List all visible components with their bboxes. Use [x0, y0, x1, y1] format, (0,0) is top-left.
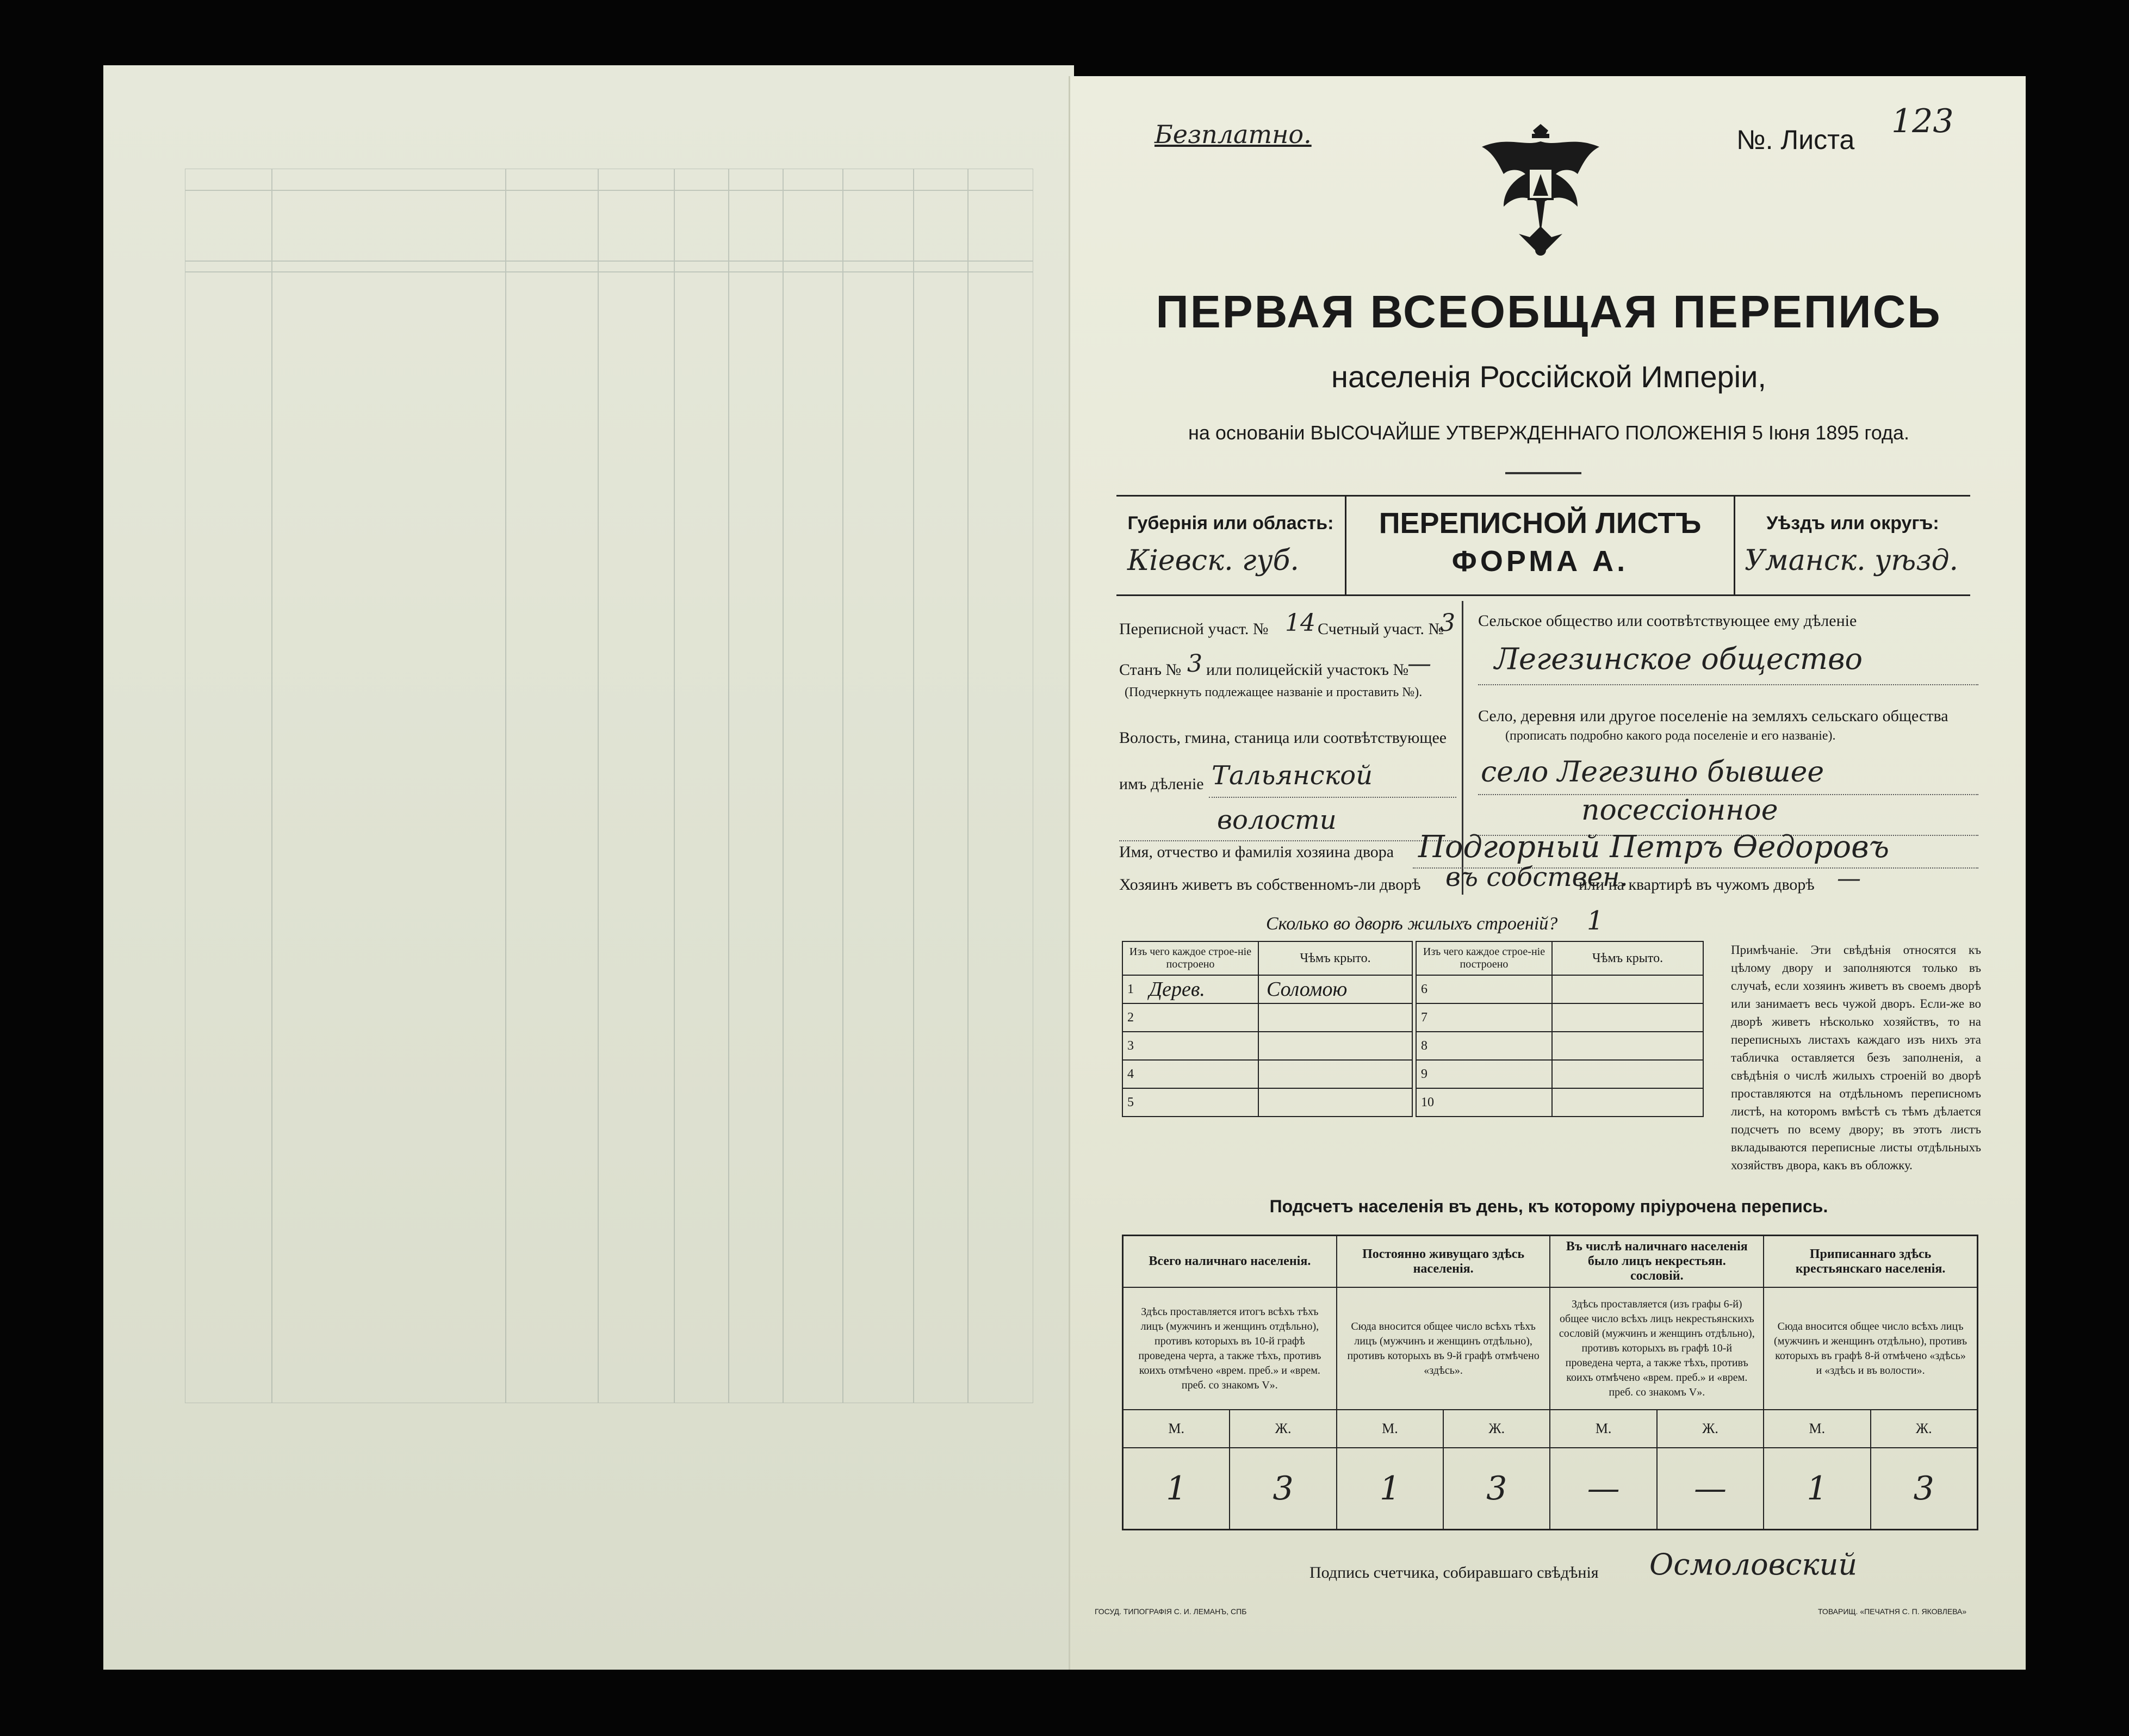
building-material: [1443, 1032, 1552, 1060]
buildings-count: 1: [1587, 906, 1604, 936]
building-number: 5: [1122, 1088, 1149, 1117]
count-col-desc: Здѣсь проставляется итогъ всѣхъ тѣхъ лицъ (мужчинъ и женщинъ отдѣльно), противъ которыхъ въ 10-й графѣ проведена черта, а также тѣхъ, противъ коихъ отмѣчено «врем. преб.» и «врем. преб. со знакомъ V».: [1123, 1287, 1337, 1410]
count-zh-label: Ж.: [1871, 1410, 1978, 1448]
buildings-row: [1416, 1060, 1703, 1088]
count-m-value: 1: [1337, 1448, 1443, 1529]
uezd-label: Уѣздъ или округъ:: [1766, 513, 1939, 534]
uezd-value: Уманск. уѣзд.: [1745, 544, 1959, 577]
counting-district-value: 3: [1440, 609, 1455, 637]
building-material: Дерев.: [1149, 975, 1258, 1003]
left-page-reverse-side: [103, 65, 1074, 1670]
count-zh-value: —: [1657, 1448, 1764, 1529]
buildings-row: [1416, 1032, 1703, 1060]
society-label: Сельское общество или соотвѣтствующее ему дѣленіе: [1478, 612, 1857, 630]
village-value-1: село Легезино бывшее: [1481, 756, 1824, 789]
guberniya-value: Кіевск. губ.: [1127, 544, 1299, 577]
building-number: 7: [1416, 1003, 1443, 1032]
buildings-row: [1416, 1003, 1703, 1032]
building-roof: [1258, 1060, 1412, 1088]
free-label: Безплатно.: [1154, 120, 1312, 149]
buildings-row: [1122, 1060, 1412, 1088]
buildings-col-material: Изъ чего каждое строе-ніе построено: [1122, 941, 1258, 975]
building-material: [1443, 1003, 1552, 1032]
building-number: 4: [1122, 1060, 1149, 1088]
count-zh-label: Ж.: [1657, 1410, 1764, 1448]
ornament-divider: [1505, 472, 1581, 474]
building-roof: [1552, 1032, 1703, 1060]
own-house-label: Хозяинъ живетъ въ собственномъ-ли дворѣ: [1119, 876, 1421, 894]
buildings-row: [1122, 975, 1412, 1003]
buildings-row: [1416, 1088, 1703, 1117]
building-roof: [1258, 1003, 1412, 1032]
building-material: [1149, 1088, 1258, 1117]
building-roof: [1552, 1003, 1703, 1032]
building-number: 10: [1416, 1088, 1443, 1117]
building-material: [1443, 1088, 1552, 1117]
building-number: 1: [1122, 975, 1149, 1003]
village-label: Село, деревня или другое поселеніе на земляхъ сельскаго общества: [1478, 707, 1948, 725]
owner-value: Подгорный Петръ Өедоровъ: [1418, 829, 1890, 865]
count-zh-value: 3: [1230, 1448, 1336, 1529]
printer-right: ТОВАРИЩ. «ПЕЧАТНЯ С. П. ЯКОВЛЕВА»: [1818, 1607, 1967, 1616]
buildings-row: [1416, 975, 1703, 1003]
form-header-box: [1116, 495, 1970, 596]
count-col-head: Въ числѣ наличнаго населенія было лицъ некрестьян. сословій.: [1550, 1236, 1764, 1288]
own-house-value: въ собствен.: [1445, 862, 1628, 892]
building-material: [1149, 1003, 1258, 1032]
count-zh-label: Ж.: [1230, 1410, 1336, 1448]
stan-note: (Подчеркнуть подлежащее названіе и проставить №).: [1125, 685, 1423, 699]
printer-left: ГОСУД. ТИПОГРАФІЯ С. И. ЛЕМАНЪ, СПБ: [1095, 1607, 1247, 1616]
buildings-note: Примѣчаніе. Эти свѣдѣнія относятся къ цѣлому двору и заполняются только въ случаѣ, если хозяинъ живетъ въ своемъ дворѣ или занимаетъ весь чужой дворъ. Если-же во дворѣ живетъ нѣсколько хозяйствъ, то на переписныхъ листахъ каждаго изъ нихъ эта табличка оставляется безъ заполненія, а свѣдѣнія о числѣ жилыхъ строеній во дворѣ проставляются на отдѣльномъ переписномъ листѣ, на которомъ вмѣстѣ съ тѣмъ дѣлается подсчетъ по всему двору; въ этотъ листъ вкладываются переписные листы отдѣльныхъ хозяйствъ двора, какъ въ обложку.: [1731, 943, 1981, 1172]
volost-value-1: Тальянской: [1212, 760, 1373, 791]
sheet-number-value: 123: [1891, 102, 1954, 140]
buildings-table-left: [1122, 941, 1413, 1117]
imperial-eagle-emblem-icon: [1475, 120, 1606, 264]
volost-label-2: имъ дѣленіе: [1119, 775, 1204, 793]
count-m-value: —: [1550, 1448, 1656, 1529]
sheet-type-title: ПЕРЕПИСНОЙ ЛИСТЪ: [1379, 507, 1702, 540]
building-number: 2: [1122, 1003, 1149, 1032]
enumerator-signature: Осмоловский: [1649, 1547, 1858, 1582]
census-district-value: 14: [1285, 609, 1315, 637]
buildings-table-right: [1416, 941, 1704, 1117]
building-material: [1443, 1060, 1552, 1088]
count-m-label: М.: [1337, 1410, 1443, 1448]
buildings-row: [1122, 1003, 1412, 1032]
count-title: Подсчетъ населенія въ день, къ которому пріурочена перепись.: [1269, 1196, 1828, 1216]
buildings-row: [1122, 1088, 1412, 1117]
sheet-number-label: №. Листа: [1736, 125, 1855, 155]
society-value: Легезинское общество: [1494, 642, 1863, 676]
village-note: (прописать подробно какого рода поселеніе и его названіе).: [1505, 729, 1836, 743]
counting-district-label: Счетный участ. №: [1318, 620, 1444, 638]
building-roof: Соломою: [1258, 975, 1412, 1003]
sheet-type-form: ФОРМА А.: [1451, 545, 1629, 578]
count-col-desc: Сюда вносится общее число всѣхъ тѣхъ лицъ (мужчинъ и женщинъ отдѣльно), противъ которыхъ въ 9-й графѣ отмѣчено «здѣсь».: [1337, 1287, 1550, 1410]
count-col-head: Постоянно живущаго здѣсь населенія.: [1337, 1236, 1550, 1288]
count-zh-value: 3: [1443, 1448, 1550, 1529]
owner-label: Имя, отчество и фамилія хозяина двора: [1119, 843, 1394, 861]
count-col-head: Приписаннаго здѣсь крестьянскаго населенія.: [1764, 1236, 1977, 1288]
building-number: 3: [1122, 1032, 1149, 1060]
building-number: 9: [1416, 1060, 1443, 1088]
count-m-label: М.: [1764, 1410, 1870, 1448]
buildings-question: Сколько во дворѣ жилыхъ строеній?: [1266, 914, 1558, 934]
count-m-value: 1: [1123, 1448, 1230, 1529]
building-roof: [1258, 1032, 1412, 1060]
count-zh-label: Ж.: [1443, 1410, 1550, 1448]
buildings-col-roof-2: Чѣмъ крыто.: [1552, 941, 1703, 975]
count-m-label: М.: [1550, 1410, 1656, 1448]
rented-value: —: [1837, 865, 1861, 892]
title-subtitle: населенія Россійской Имперіи,: [1331, 359, 1766, 394]
buildings-row: [1122, 1032, 1412, 1060]
volost-label-1: Волость, гмина, станица или соотвѣтствующее: [1119, 729, 1447, 747]
building-material: [1149, 1032, 1258, 1060]
rented-label: или на квартирѣ въ чужомъ дворѣ: [1579, 876, 1815, 894]
building-number: 8: [1416, 1032, 1443, 1060]
building-material: [1149, 1060, 1258, 1088]
buildings-col-roof: Чѣмъ крыто.: [1258, 941, 1412, 975]
buildings-col-material-2: Изъ чего каждое строе-ніе построено: [1416, 941, 1552, 975]
building-number: 6: [1416, 975, 1443, 1003]
show-through-grid: [185, 169, 1033, 1403]
building-roof: [1552, 1060, 1703, 1088]
building-material: [1443, 975, 1552, 1003]
population-count-table: [1122, 1235, 1978, 1530]
count-col-desc: Здѣсь проставляется (изъ графы 6-й) общее число всѣхъ лицъ некрестьянскихъ сословій (мужчинъ и женщинъ отдѣльно), противъ которыхъ въ графѣ 10-й проведена черта, а также тѣхъ, противъ коихъ отмѣчено «врем. преб.» и «врем. преб. со знакомъ V».: [1550, 1287, 1764, 1410]
building-roof: [1258, 1088, 1412, 1117]
building-roof: [1552, 1088, 1703, 1117]
title-legal-basis: на основаніи ВЫСОЧАЙШЕ УТВЕРЖДЕННАГО ПОЛОЖЕНІЯ 5 Іюня 1895 года.: [1188, 421, 1909, 444]
volost-value-2: волости: [1217, 805, 1337, 835]
count-col-head: Всего наличнаго населенія.: [1123, 1236, 1337, 1288]
count-col-desc: Сюда вносится общее число всѣхъ лицъ (мужчинъ и женщинъ отдѣльно), противъ которыхъ въ графѣ 8-й отмѣчено «здѣсь» и «здѣсь и въ волости».: [1764, 1287, 1977, 1410]
signature-label: Подпись счетчика, собиравшаго свѣдѣнія: [1309, 1564, 1599, 1582]
census-district-label: Переписной участ. №: [1119, 620, 1269, 638]
guberniya-label: Губернія или область:: [1127, 513, 1334, 534]
count-m-label: М.: [1123, 1410, 1230, 1448]
count-m-value: 1: [1764, 1448, 1870, 1529]
title-main: ПЕРВАЯ ВСЕОБЩАЯ ПЕРЕПИСЬ: [1156, 286, 1942, 337]
stan-label: Станъ №: [1119, 661, 1182, 679]
village-value-2: посессіонное: [1581, 794, 1778, 827]
police-district-label: или полицейскій участокъ №: [1206, 661, 1409, 679]
census-sheet-front: [1069, 76, 2026, 1670]
stan-value: 3: [1187, 650, 1202, 678]
count-zh-value: 3: [1871, 1448, 1978, 1529]
police-district-value: —: [1407, 650, 1431, 678]
building-roof: [1552, 975, 1703, 1003]
